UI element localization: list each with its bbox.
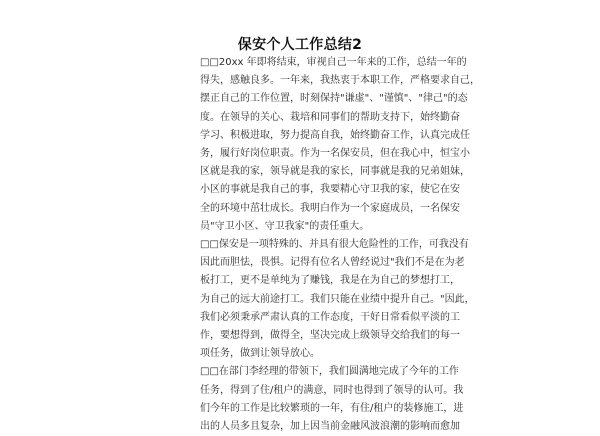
text-line: 务，履行好岗位职责。作为一名保安员，但在我心中，恒宝小 xyxy=(200,148,470,160)
text-line: 学习、积极进取，努力提高自我，始终勤奋工作，认真完成任 xyxy=(200,129,470,141)
text-line: 度。在领导的关心、栽培和同事们的帮助支持下，始终勤奋 xyxy=(200,111,460,123)
document-body xyxy=(200,54,480,436)
text-line: 区就是我的家，领导就是我的家长，同事就是我的兄弟姐妹， xyxy=(200,166,470,178)
text-line: 小区的事就是我自己的事，我要精心守卫我的家，使它在安 xyxy=(200,184,460,196)
text-line: 我们必须秉承严肃认真的工作态度，干好日常看似平淡的工 xyxy=(200,311,460,323)
document-title: 保安个人工作总结2 xyxy=(237,37,363,53)
text-line: 们今年的工作是比较繁琐的一年，有住/租户的装修施工，进 xyxy=(200,402,464,414)
text-line: 全的环境中茁壮成长。我明白作为一个家庭成员，一名保安 xyxy=(200,202,460,214)
text-line: 摆正自己的工作位置，时刻保持"谦虚"、"谨慎"、"律己"的态 xyxy=(200,93,468,105)
text-line: 为自己的远大前途打工。我们只能在业绩中提升自己。"因此， xyxy=(200,293,475,305)
text-line: 得失，感触良多。一年来，我热衷于本职工作，严格要求自己， xyxy=(200,75,480,87)
text-line: 任务，得到了住/租户的满意，同时也得到了领导的认可。我 xyxy=(200,384,464,396)
text-line: □□在部门李经理的带领下，我们圆满地完成了今年的工作 xyxy=(200,366,459,378)
text-line: □□20xx 年即将结束，审视自己一年来的工作，总结一年的 xyxy=(200,57,467,68)
text-line: 因此而胆怯，畏惧。记得有位名人曾经说过"我们不是在为老 xyxy=(200,257,465,269)
text-line: 板打工，更不是单纯为了赚钱，我是在为自己的梦想打工， xyxy=(200,275,460,287)
text-line: 员"守卫小区、守卫我家"的责任重大。 xyxy=(200,220,370,232)
text-line: 出的人员多且复杂，加上因当前金融风波浪潮的影响而愈加 xyxy=(200,421,460,433)
text-line: □□保安是一项特殊的、并具有很大危险性的工作，可我没有 xyxy=(200,239,469,251)
text-line: 项任务，做到让领导放心。 xyxy=(200,348,320,360)
text-line: 作，要想得到，做得全，坚决完成上级领导交给我们的每一 xyxy=(200,330,460,342)
